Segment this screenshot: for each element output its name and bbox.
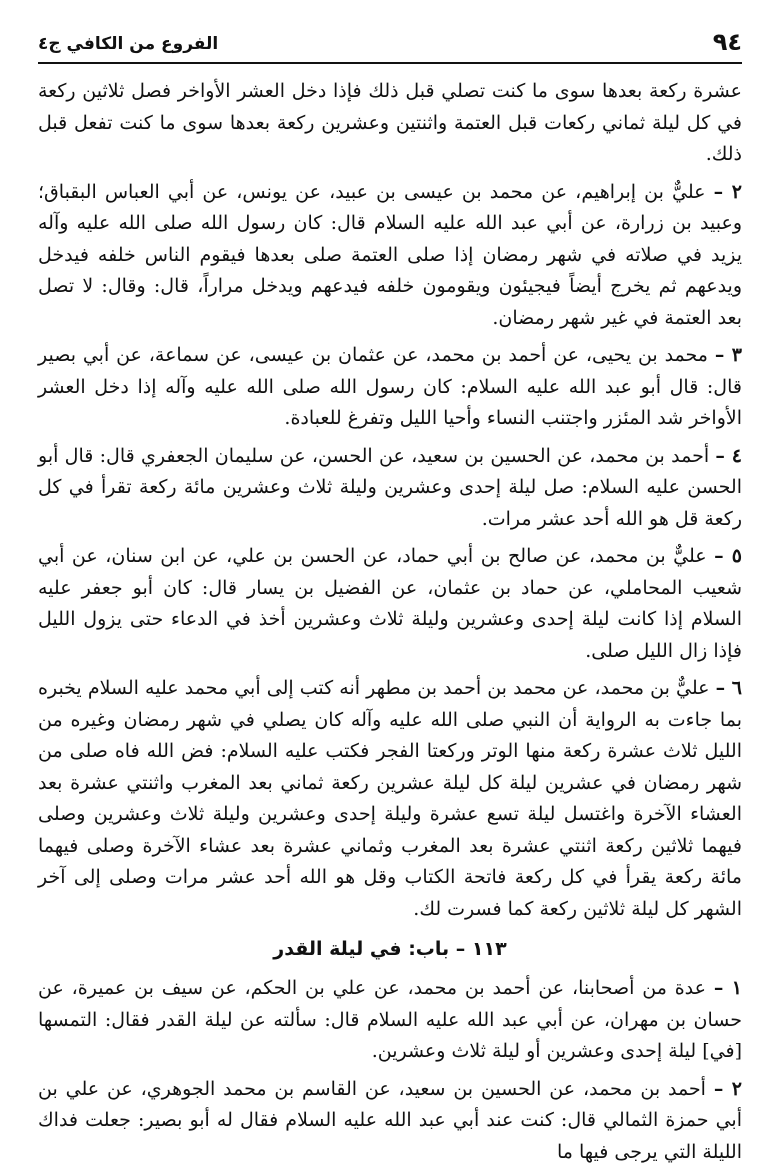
hadith-number: ٥ – — [714, 545, 742, 567]
hadith-paragraph: ٢ – أحمد بن محمد، عن الحسين بن سعيد، عن القاسم بن محمد الجوهري، عن علي بن أبي حمزة الثمالي قال: كنت عند أبي عبد الله عليه السلام فقال له أبو بصير: جعلت فداك الليلة التي يرجى فيها ما — [38, 1074, 742, 1168]
hadith-number: ٤ – — [715, 445, 742, 467]
hadith-paragraph: ١ – عدة من أصحابنا، عن أحمد بن محمد، عن علي بن الحكم، عن سيف بن عميرة، عن حسان بن مهران، عن أبي عبد الله عليه السلام قال: سألته عن ليلة القدر فقال: التمسها [في] ليلة إحدى وعشرين أو ليلة ثلاث وعشرين. — [38, 973, 742, 1068]
hadith-number: ٢ – — [714, 181, 742, 203]
hadith-paragraph: عشرة ركعة بعدها سوى ما كنت تصلي قبل ذلك فإذا دخل العشر الأواخر فصل ثلاثين ركعة في كل ليلة ثماني ركعات قبل العتمة واثنتين وعشرين ركعة بعدها سوى ما كنت تفعل قبل ذلك. — [38, 76, 742, 171]
hadith-paragraph: ٢ – عليٌّ بن إبراهيم، عن محمد بن عيسى بن عبيد، عن يونس، عن أبي العباس البقباق؛ وعبيد بن زرارة، عن أبي عبد الله عليه السلام قال: كان رسول الله صلى الله عليه وآله يزيد في صلاته في شهر رمضان إذا صلى العتمة صلى بعدها فيقوم الناس خلفه فيدخل ويدعهم ثم يخرج أيضاً فيجيئون ويقومون خلفه فيدعهم ويدخل مراراً، قال: وقال: لا تصل بعد العتمة في غير شهر رمضان. — [38, 177, 742, 335]
hadith-paragraph: ٣ – محمد بن يحيى، عن أحمد بن محمد، عن عثمان بن عيسى، عن سماعة، عن أبي بصير قال: قال أبو عبد الله عليه السلام: كان رسول الله صلى الله عليه وآله إذا دخل العشر الأواخر شد المئزر واجتنب النساء وأحيا الليل وتفرغ للعبادة. — [38, 340, 742, 435]
hadith-number: ٣ – — [715, 344, 742, 366]
book-title: الفروع من الكافي ج٤ — [38, 32, 218, 56]
text-body — [38, 76, 742, 1168]
hadith-number: ٦ – — [716, 677, 742, 699]
hadith-paragraph: ٥ – عليٌّ بن محمد، عن صالح بن أبي حماد، عن الحسن بن علي، عن ابن سنان، عن أبي شعيب المحاملي، عن حماد بن عثمان، عن الفضيل بن يسار قال: كان أبو جعفر عليه السلام إذا كانت ليلة إحدى وعشرين وليلة ثلاث وعشرين أخذ في الدعاء حتى يزول الليل فإذا زال الليل صلى. — [38, 541, 742, 667]
hadith-number: ٢ – — [714, 1078, 742, 1100]
page-header — [38, 28, 742, 64]
page-number: ٩٤ — [713, 28, 742, 56]
hadith-paragraph: ٦ – عليٌّ بن محمد، عن محمد بن أحمد بن مطهر أنه كتب إلى أبي محمد عليه السلام يخبره بما جاءت به الرواية أن النبي صلى الله عليه وآله كان يصلي في شهر رمضان وغيره من الليل ثلاث عشرة ركعة منها الوتر وركعتا الفجر فكتب عليه السلام: فض الله فاه صلى من شهر رمضان في عشرين ليلة كل ليلة عشرين ركعة ثماني بعد المغرب واثنتي عشرة بعد العشاء الآخرة واغتسل ليلة تسع عشرة وليلة إحدى وعشرين وليلة ثلاث وعشرين وصلى فيهما ثلاثين ركعة اثنتي عشرة بعد المغرب وثماني عشرة بعد عشاء الآخرة وصلى فيهما مائة ركعة يقرأ في كل ركعة فاتحة الكتاب وقل هو الله أحد عشر مرات وصلى إلى آخر الشهر كل ليلة ثلاثين ركعة كما فسرت لك. — [38, 673, 742, 925]
hadith-paragraph: ٤ – أحمد بن محمد، عن الحسين بن سعيد، عن الحسن، عن سليمان الجعفري قال: قال أبو الحسن عليه السلام: صل ليلة إحدى وعشرين وليلة ثلاث وعشرين مائة ركعة تقرأ في كل ركعة قل هو الله أحد عشر مرات. — [38, 441, 742, 536]
chapter-heading: ١١٣ – باب: في ليلة القدر — [38, 933, 742, 965]
hadith-number: ١ – — [714, 977, 742, 999]
